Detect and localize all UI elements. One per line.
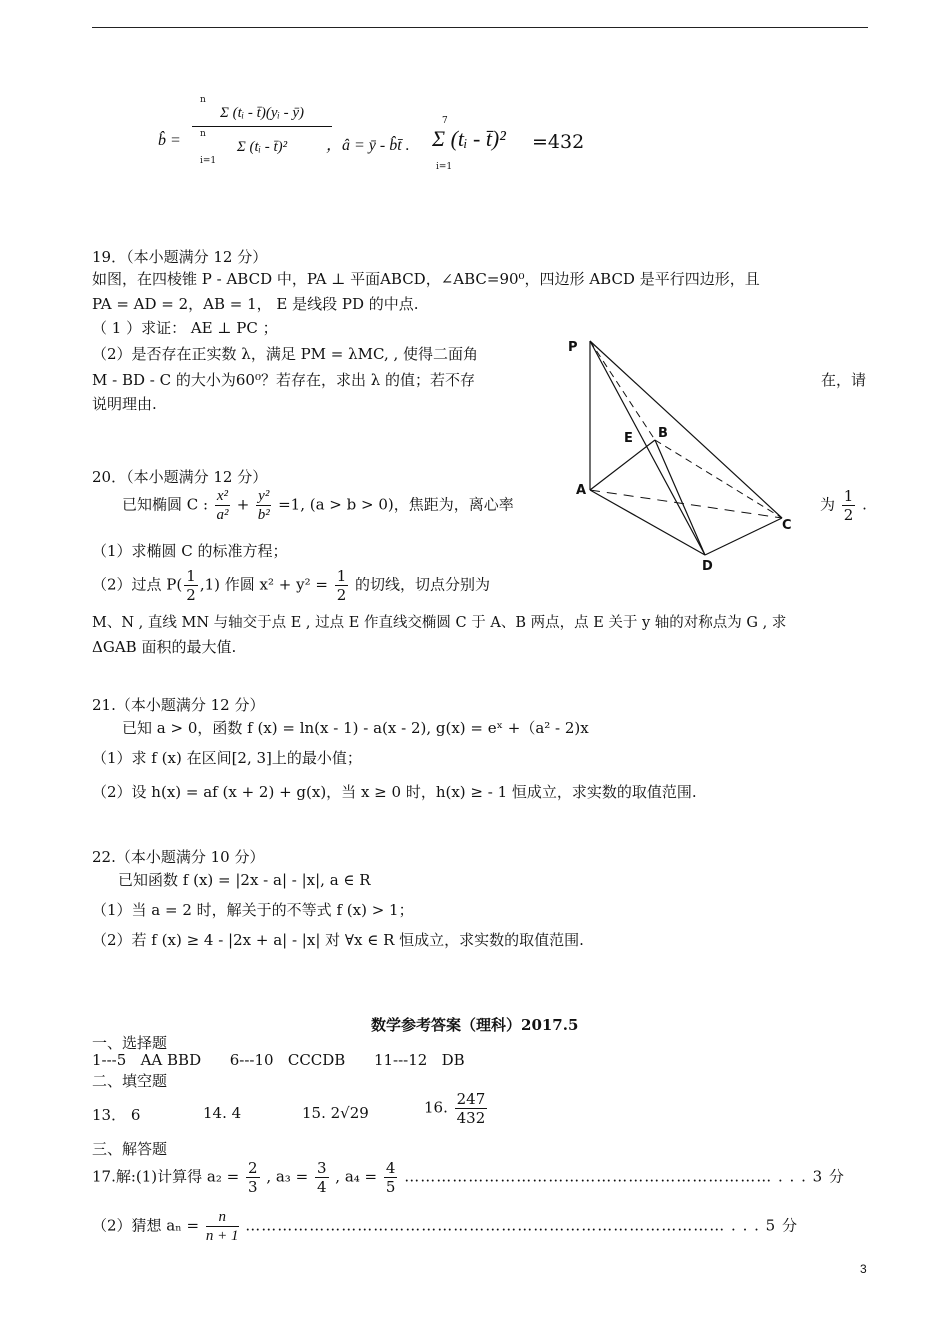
frac-num: 2 [248,1159,258,1177]
edge-BD [655,440,705,555]
answers-sec1: 一、选择题 [92,1034,168,1052]
answers-sec2: 二、填空题 [92,1072,168,1090]
b-denominator: Σ (tᵢ - t̄)² [236,139,288,155]
q19-part1: （ 1 ）求证： AE ⊥ PC ； [92,319,278,337]
an-fraction [206,1208,239,1245]
sum7-body: Σ (tᵢ - t̄)² [432,126,506,151]
ecc-fraction [842,487,856,524]
q19-line1: 如图，在四棱锥 P - ABCD 中，PA ⊥ 平面ABCD，∠ABC=90⁰，四边形 ABCD 是平行四边形，且 [92,270,760,288]
page-number: 3 [860,1262,867,1276]
ecc-post: . [862,495,867,514]
edge-PC [590,341,782,518]
frac-num: 4 [385,1159,396,1177]
q20-part1: （1）求椭圆 C 的标准方程； [92,542,288,560]
label-A: A [576,483,587,498]
answer-14: 14. 4 [203,1104,242,1122]
sum-lower-limit: i=1 [200,156,217,166]
frac-num: 1 [336,567,347,585]
answers-choice: 1---5 AA BBD 6---10 CCCDB 11---12 DB [92,1051,465,1069]
label-B: B [658,426,668,441]
answer-16-fraction [455,1090,488,1127]
q20-ellipse-post: =1, (a > b > 0)，焦距为，离心率 [278,495,514,514]
frac-den: 2 [186,586,196,604]
frac-num: n [206,1208,239,1227]
q20-line4: ΔGAB 面积的最大值. [92,638,237,656]
label-D: D [702,559,713,574]
q19-line2: PA = AD = 2，AB = 1， E 是线段 PD 的中点. [92,295,419,313]
part2-mid: ,1) 作圆 x² + y² = [199,575,328,594]
q21-line1: 已知 a > 0，函数 f (x) = ln(x - 1) - a(x - 2), g(x) = eˣ +（a² - 2)x [122,719,589,737]
answers-sec3: 三、解答题 [92,1140,168,1158]
frac-num: 247 [456,1090,486,1108]
label-E: E [624,431,633,446]
s17b-pre: （2）猜想 aₙ = [92,1216,200,1235]
q21-part1: （1）求 f (x) 在区间[2, 3]上的最小值； [92,749,362,767]
frac-den: b² [257,507,270,523]
answer-15: 15. 2√29 [302,1104,369,1122]
edge-AC [590,490,782,518]
frac-den: 2 [336,586,347,604]
q20-line1 [122,487,514,524]
header-rule [92,27,868,28]
b-hat-label: b̂ = [158,132,181,149]
answer-16-label: 16. [424,1098,448,1117]
label-C: C [782,518,792,533]
q21-title: 21.（本小题满分 12 分） [92,696,265,714]
formula-b-fraction [192,95,332,166]
frac-x2-a2 [215,487,230,524]
frac-num: 1 [843,487,854,505]
q20-ecc [820,487,867,524]
a4-fraction [384,1159,398,1196]
sum-upper-limit: n [200,95,206,105]
answer-13: 13． 6 [92,1106,141,1124]
sum-upper-limit-2: n [200,129,206,139]
s17-pre: 17.解:(1)计算得 a₂ = [92,1167,240,1186]
q20-ellipse-pre: 已知椭圆 C : [122,495,209,514]
frac-num: x² [216,488,229,504]
frac-y2-b2 [256,487,271,524]
frac-den: 432 [456,1109,486,1127]
q22-title: 22.（本小题满分 10 分） [92,848,265,866]
s17-dots: …………………………………………………………… . . . 3 分 [404,1167,845,1186]
a2-fraction [246,1159,260,1196]
edge-AB [590,440,655,490]
a4-pre: , a₄ = [335,1167,378,1186]
frac-den: a² [216,507,229,523]
q20-title: 20．（本小题满分 12 分） [92,468,268,486]
solution-17-part2 [92,1208,798,1245]
a-hat-formula: ，â = ȳ - b̂t̄ . [326,137,410,154]
r-fraction [335,567,349,604]
answer-16 [424,1090,489,1127]
frac-num: 3 [316,1159,327,1177]
a3-fraction [315,1159,329,1196]
frac-num: 1 [186,567,196,585]
plus-sign: + [236,495,250,514]
q20-part2 [92,567,490,604]
part2-post: 的切线，切点分别为 [355,575,491,594]
frac-num: y² [258,488,270,504]
q19-part2b: M - BD - C 的大小为60⁰？若存在，求出 λ 的值；若不存 [92,371,476,389]
q19-part2b-tail: 在，请 [821,371,867,389]
edge-PB [590,341,655,440]
q22-part2: （2）若 f (x) ≥ 4 - |2x + a| - |x| 对 ∀x ∈ R 恒成立，求实数的取值范围. [92,931,584,949]
q20-line3: M、N , 直线 MN 与轴交于点 E , 过点 E 作直线交椭圆 C 于 A、B 两点，点 E 关于 y 轴的对称点为 G , 求 [92,615,787,631]
q22-line1: 已知函数 f (x) = |2x - a| - |x|, a ∈ R [118,871,371,889]
q19-part2c: 说明理由. [92,395,157,413]
frac-den: 2 [843,506,854,524]
sum7-upper: 7 [442,116,448,126]
q22-part1: （1）当 a = 2 时，解关于的不等式 f (x) > 1； [92,901,414,919]
frac-den: 4 [316,1178,327,1196]
frac-den: 3 [248,1178,258,1196]
ecc-pre: 为 [820,495,836,514]
q19-title: 19．（本小题满分 12 分） [92,248,268,266]
edge-BC [655,440,782,518]
b-numerator: Σ (tᵢ - t̄)(yᵢ - ȳ) [192,105,332,127]
s17b-dots: ……………………………………………………………………………… . . . 5 分 [245,1216,798,1235]
formula-b-hat [158,130,181,150]
sum7-value: =432 [532,131,585,153]
answers-heading: 数学参考答案（理科）2017.5 [371,1016,579,1034]
solution-17-part1 [92,1159,845,1196]
q19-part2a: （2）是否存在正实数 λ，满足 PM = λMC, , 使得二面角 [92,345,479,363]
part2-pre: （2）过点 P( [92,575,183,594]
a3-pre: , a₃ = [266,1167,309,1186]
edge-DC [705,518,782,555]
q21-part2: （2）设 h(x) = af (x + 2) + g(x)，当 x ≥ 0 时，h(x) ≥ - 1 恒成立，求实数的取值范围. [92,783,697,801]
p-fraction [184,567,198,604]
frac-den: 5 [385,1178,396,1196]
label-P: P [568,340,578,355]
pyramid-figure [560,335,810,585]
sum7-lower: i=1 [436,162,453,172]
frac-den: n + 1 [205,1228,239,1244]
